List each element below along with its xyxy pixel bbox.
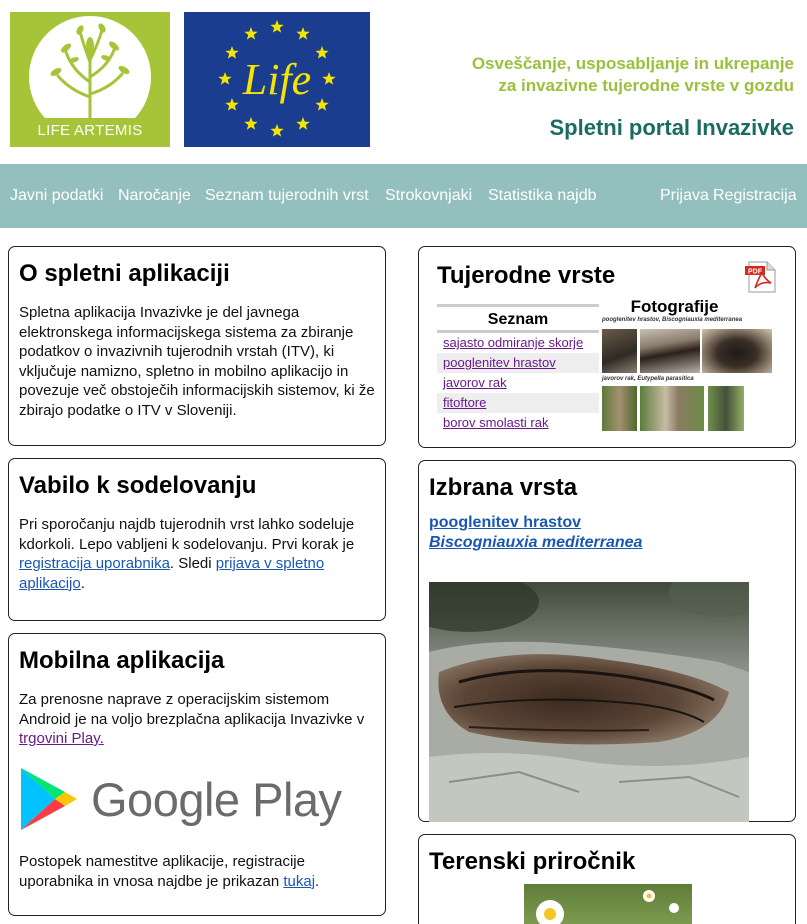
eu-star [296,27,309,40]
species-photos [602,297,747,382]
list-item [437,373,599,393]
eu-star [270,124,283,137]
selected-latin-name-link[interactable]: Biscogniauxia mediterranea [429,534,643,551]
photo-thumb-5[interactable] [640,386,704,431]
selected-common-name-link[interactable]: pooglenitev hrastov [429,514,582,531]
mobile-instructions: Postopek namestitve aplikacije, registracije uporabnika in vnosa najdbe je prikazan tukaj. [19,853,320,890]
mobile-title: Mobilna aplikacija [19,647,225,674]
field-guide-card [418,834,796,924]
species-list [437,304,599,433]
about-title: O spletni aplikaciji [19,260,230,287]
invite-text: Pri sporočanju najdb tujerodnih vrst lahko sodeluje kdorkoli. Lepo vabljeni k sodelovanju. Prvi korak je registracija uporabnika. Sledi prijava v spletno aplikacijo. [19,516,355,592]
species-list-heading: Seznam [437,307,599,333]
species-link[interactable]: javorov rak [443,375,507,390]
google-play-label: Google Play [91,773,342,826]
species-title: Tujerodne vrste [437,262,616,289]
list-item [437,413,599,433]
list-item [437,393,599,413]
photo-thumb-3[interactable] [702,329,772,373]
life-artemis-logo[interactable] [10,12,170,147]
instructions-link[interactable]: tukaj [283,872,316,890]
photo-thumb-6[interactable] [708,386,744,431]
register-link[interactable]: registracija uporabnika [19,555,170,572]
site-header [0,0,807,164]
nav-species-list[interactable]: Seznam tujerodnih vrst [205,187,369,204]
eu-star [225,46,238,59]
nav-statistics[interactable]: Statistika najdb [488,187,597,204]
photos-heading: Fotografije [630,297,719,316]
invite-card [8,458,386,621]
species-link[interactable]: borov smolasti rak [443,415,549,430]
field-guide-photo[interactable] [524,884,692,924]
photo-caption-1: pooglenitev hrastov, Biscogniauxia mediterranea [602,317,743,323]
portal-title: Spletni portal Invazivke [549,115,794,140]
nav-public-data[interactable]: Javni podatki [10,187,104,204]
google-play-badge[interactable] [19,766,342,834]
nav-ordering[interactable]: Naročanje [118,187,191,204]
invite-title: Vabilo k sodelovanju [19,472,257,499]
selected-title: Izbrana vrsta [429,474,578,501]
eu-star [270,20,283,33]
eu-stars-icon [184,12,370,147]
mobile-card [8,633,386,916]
eu-star [296,117,309,130]
svg-text:PDF: PDF [748,268,762,276]
mobile-text: Za prenosne naprave z operacijskim sistemom Android je na voljo brezplačna aplikacija Invazivke v trgovini Play. [19,691,365,747]
eu-star [244,27,257,40]
species-link[interactable]: fitoftore [443,395,487,410]
about-card [8,246,386,446]
field-guide-title: Terenski priročnik [429,848,636,875]
species-link[interactable]: sajasto odmiranje skorje [443,335,584,350]
login-link[interactable]: prijava v spletno aplikacijo [19,555,325,592]
eu-star [218,72,231,85]
play-store-link[interactable]: trgovini Play. [19,730,104,747]
eu-star [322,72,335,85]
species-link[interactable]: pooglenitev hrastov [443,355,556,370]
google-play-icon [19,766,79,832]
daisy-icon [536,900,564,924]
photo-caption-2: javorov rak, Eutypella parasitica [602,376,694,382]
selected-species-photo[interactable] [429,582,749,822]
eu-star [225,98,238,111]
eu-star [244,117,257,130]
photo-thumb-4[interactable] [602,386,637,431]
eu-star [315,98,328,111]
site-tagline: Osveščanje, usposabljanje in ukrepanje za invazivne tujerodne vrste v gozdu [471,54,794,95]
pdf-icon[interactable] [745,261,777,293]
species-card [418,246,796,448]
list-item [437,353,599,373]
eu-star [315,46,328,59]
selected-species-card [418,460,796,822]
about-text: Spletna aplikacija Invazivke je del javnega elektronskega informacijskega sistema za zbiranje podatkov o invazivnih tujerodnih vrstah (ITV), ki vključuje namizno, spletno in mobilno aplikacijo in povezuje več obstoječih informacijskih sistemov, ki že zbirajo podatke o ITV v Sloveniji. [19,304,375,419]
logo-artemis-label: LIFE ARTEMIS [37,122,143,139]
tree-icon [40,22,140,122]
photo-thumb-2[interactable] [640,329,700,373]
nav-experts[interactable]: Strokovnjaki [385,187,473,204]
list-item [437,333,599,353]
main-nav [0,164,807,228]
logo-life-label: Life [242,55,312,104]
life-eu-logo[interactable] [184,12,370,147]
nav-register[interactable]: Registracija [713,187,797,204]
nav-login[interactable]: Prijava [660,187,709,204]
photo-thumb-1[interactable] [602,329,637,373]
